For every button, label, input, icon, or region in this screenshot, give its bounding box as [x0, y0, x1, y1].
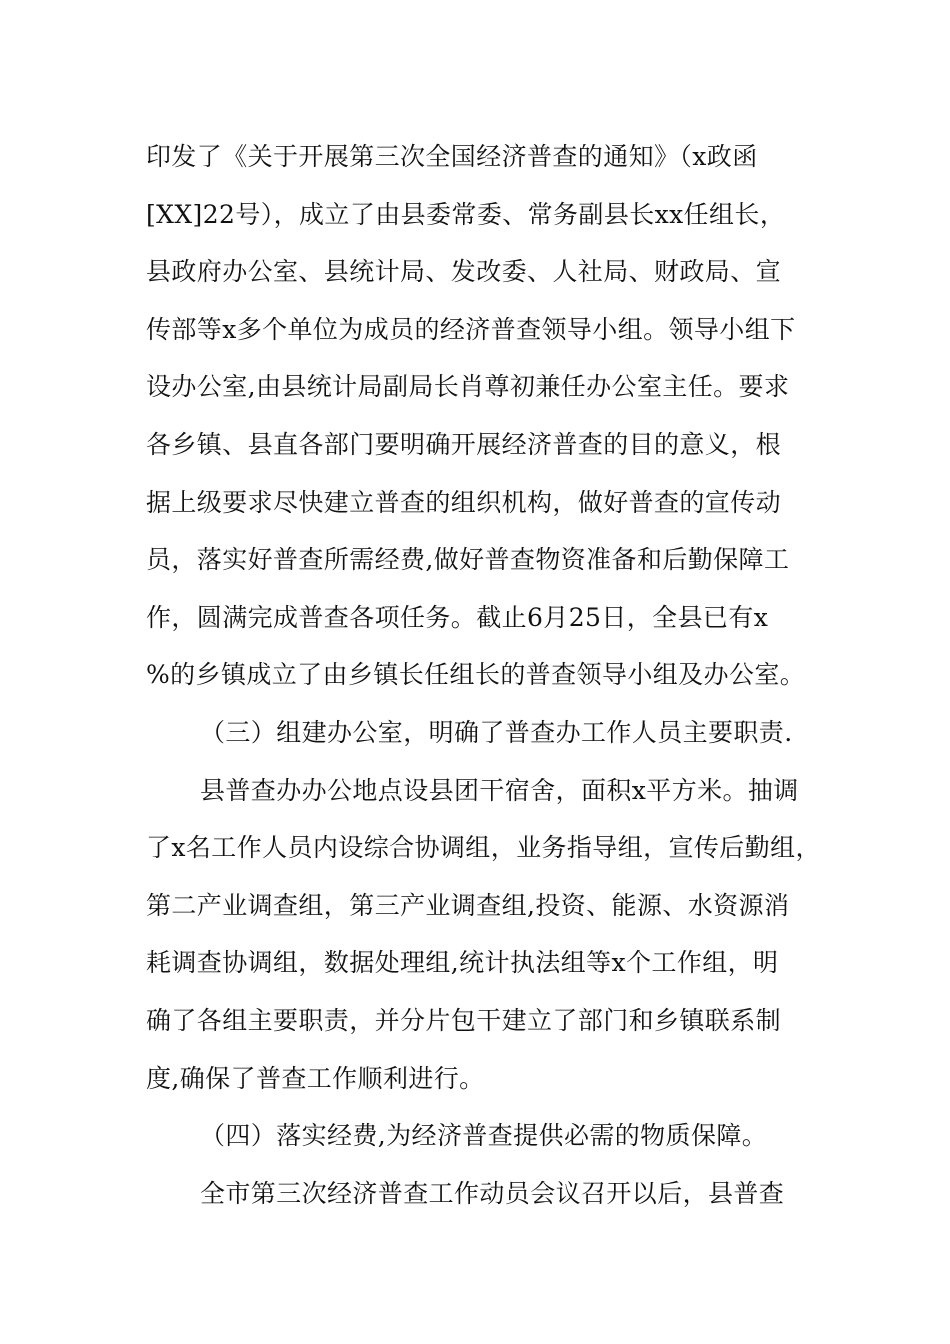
text-line-4: 传部等x多个单位为成员的经济普查领导小组。领导小组下 — [146, 314, 796, 344]
text-line-2: [XX]22号），成立了由县委常委、常务副县长xx任组长， — [146, 199, 786, 229]
text-line-10: %的乡镇成立了由乡镇长任组长的普查领导小组及办公室。 — [146, 660, 806, 690]
text-line-13: 了x名工作人员内设综合协调组，业务指导组，宣传后勤组， — [146, 833, 821, 863]
text-line-19: 全市第三次经济普查工作动员会议召开以后，县普查 — [200, 1178, 785, 1208]
text-line-16: 确了各组主要职责，并分片包干建立了部门和乡镇联系制 — [146, 1005, 782, 1035]
text-line-15: 耗调查协调组，数据处理组,统计执法组等x个工作组，明 — [146, 948, 779, 978]
text-line-3: 县政府办公室、县统计局、发改委、人社局、财政局、宣 — [146, 257, 782, 287]
section-heading-3: （三）组建办公室，明确了普查办工作人员主要职责. — [200, 717, 793, 747]
text-line-6: 各乡镇、县直各部门要明确开展经济普查的目的意义，根 — [146, 429, 782, 459]
text-line-14: 第二产业调查组，第三产业调查组,投资、能源、水资源消 — [146, 890, 790, 920]
text-line-9: 作，圆满完成普查各项任务。截止6月25日，全县已有x — [146, 602, 769, 632]
text-line-1: 印发了《关于开展第三次全国经济普查的通知》（x政函 — [146, 142, 758, 171]
text-line-5: 设办公室,由县统计局副局长肖尊初兼任办公室主任。要求 — [146, 372, 790, 402]
text-line-8: 员，落实好普查所需经费,做好普查物资准备和后勤保障工 — [146, 545, 790, 575]
text-line-12: 县普查办办公地点设县团干宿舍，面积x平方米。抽调 — [200, 775, 799, 805]
section-heading-4: （四）落实经费,为经济普查提供必需的物质保障。 — [200, 1121, 768, 1151]
body-text — [146, 128, 826, 1222]
text-line-17: 度,确保了普查工作顺利进行。 — [146, 1063, 485, 1093]
text-line-7: 据上级要求尽快建立普查的组织机构，做好普查的宣传动 — [146, 487, 782, 517]
